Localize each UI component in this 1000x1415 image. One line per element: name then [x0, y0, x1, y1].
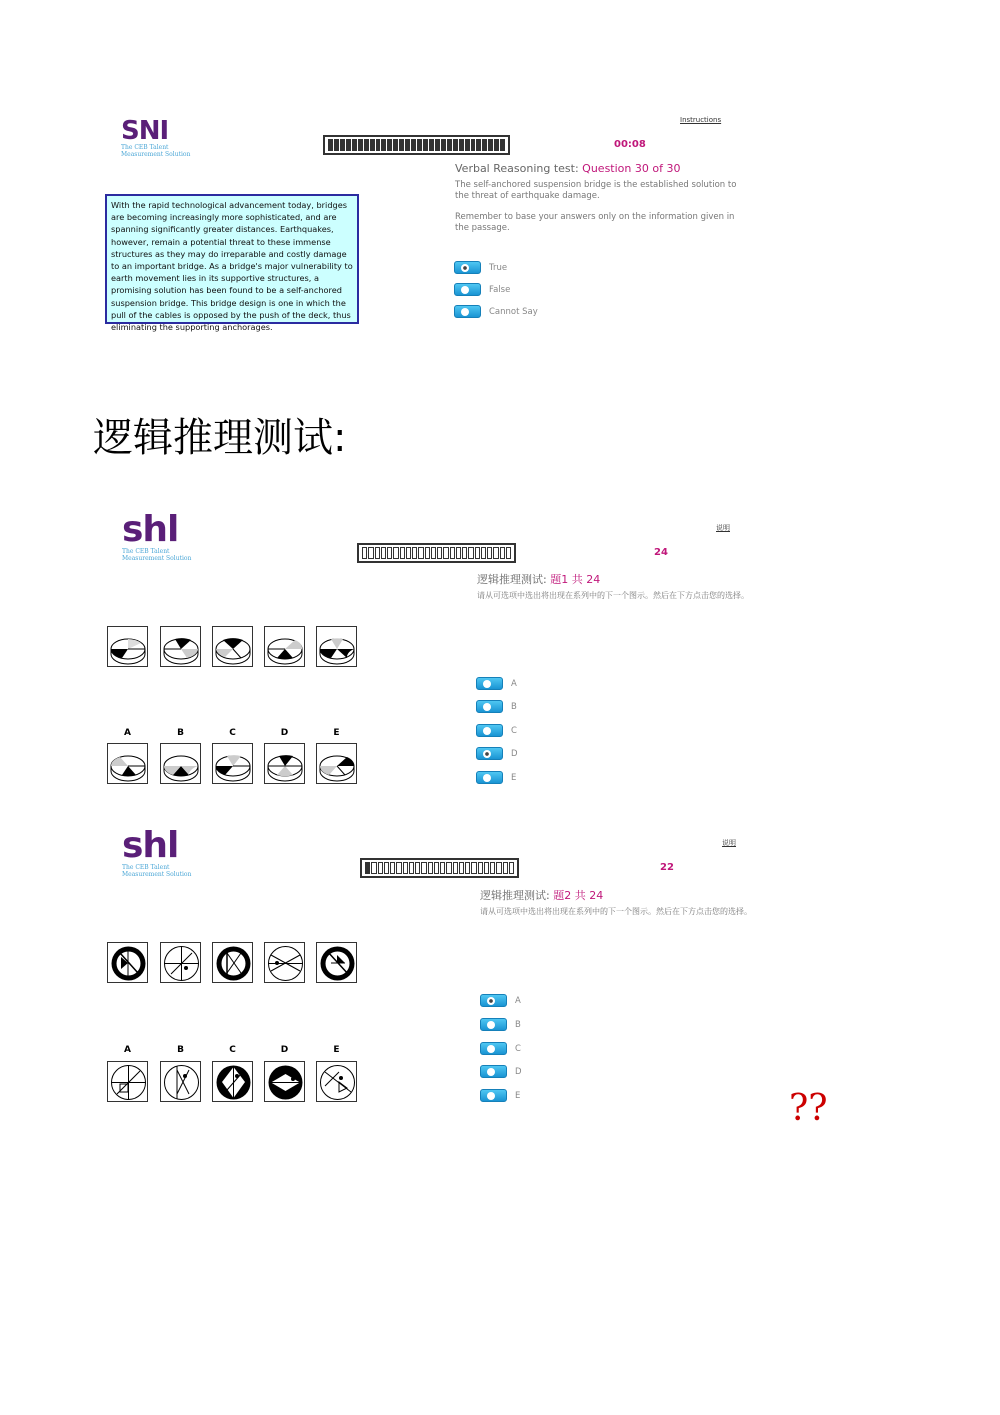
question-title: [455, 162, 680, 175]
answer-figure-c: [212, 743, 253, 784]
progress-segment: [482, 139, 487, 151]
answer-letter-a: A: [124, 728, 131, 738]
progress-segment: [400, 547, 405, 559]
option-label: E: [511, 772, 517, 783]
timer: 24: [654, 547, 668, 558]
instruction-text: 请从可选项中选出将出现在系列中的下一个图示。然后在下方点击您的选择。: [477, 591, 749, 600]
option-a[interactable]: [476, 677, 517, 690]
progress-segment: [431, 547, 436, 559]
answer-figure-e: [316, 743, 357, 784]
series-figure-2: [160, 942, 201, 983]
instruction-text: 请从可选项中选出将出现在系列中的下一个图示。然后在下方点击您的选择。: [480, 907, 752, 916]
radio-button[interactable]: [454, 283, 481, 296]
progress-segment: [375, 547, 380, 559]
progress-segment: [465, 862, 470, 874]
series-figure-4: [264, 626, 305, 667]
progress-segment: [340, 139, 345, 151]
radio-button[interactable]: [454, 261, 481, 274]
radio-button[interactable]: [480, 1065, 507, 1078]
progress-segment: [399, 139, 404, 151]
progress-segment: [409, 862, 414, 874]
radio-button[interactable]: [480, 1042, 507, 1055]
radio-button[interactable]: [476, 700, 503, 713]
progress-segment: [425, 547, 430, 559]
progress-segment: [462, 547, 467, 559]
answer-figure-a: [107, 1061, 148, 1102]
option-e[interactable]: [476, 771, 516, 784]
progress-segment: [411, 139, 416, 151]
shl-logo: [122, 509, 192, 562]
option-label: A: [515, 995, 521, 1006]
progress-segment: [406, 547, 411, 559]
progress-segment: [437, 547, 442, 559]
radio-button[interactable]: [476, 747, 503, 760]
progress-segment: [471, 139, 476, 151]
answer-figure-b: [160, 743, 201, 784]
question-counter: Question 30 of 30: [582, 162, 681, 175]
progress-segment: [365, 862, 370, 874]
answer-figure-d: [264, 743, 305, 784]
progress-segment: [500, 547, 505, 559]
series-figure-3: [212, 942, 253, 983]
test-name: 逻辑推理测试:: [480, 889, 554, 902]
progress-bar: [357, 543, 516, 563]
progress-segment: [381, 547, 386, 559]
progress-segment: [506, 547, 511, 559]
progress-segment: [435, 139, 440, 151]
progress-segment: [387, 139, 392, 151]
logo-subtitle-2: Measurement Solution: [122, 555, 192, 562]
option-label: False: [489, 284, 511, 295]
series-figure-2: [160, 626, 201, 667]
option-true[interactable]: [454, 261, 507, 274]
option-label: E: [515, 1090, 521, 1101]
progress-segment: [509, 862, 514, 874]
reminder-text: Remember to base your answers only on the information given in the passage.: [455, 212, 735, 233]
progress-segment: [484, 862, 489, 874]
radio-button[interactable]: [476, 724, 503, 737]
radio-button[interactable]: [476, 677, 503, 690]
progress-segment: [352, 139, 357, 151]
progress-segment: [393, 547, 398, 559]
option-label: D: [511, 748, 518, 759]
progress-segment: [450, 547, 455, 559]
series-figure-1: [107, 942, 148, 983]
progress-segment: [393, 139, 398, 151]
passage-box: With the rapid technological advancement today, bridges are becoming increasingly more sophisticated, and are spanning significantly greater distances. Earthquakes, however, remain a potential threat to these immense structures as they may do irreparable and costly damage to an important bridge. As a bridge's major vulnerability to earth movement lies in its supportive structures, a promising solution has been found to be a self-anchored suspension bridge. This bridge design is one in which the pull of the cables is opposed by the push of the deck, thus eliminating the supporting anchorages.: [105, 194, 359, 324]
progress-segment: [412, 547, 417, 559]
progress-segment: [490, 862, 495, 874]
progress-segment: [456, 547, 461, 559]
progress-segment: [381, 139, 386, 151]
progress-segment: [368, 547, 373, 559]
option-d[interactable]: [480, 1065, 522, 1078]
answer-letter-d: D: [280, 1045, 289, 1055]
progress-segment: [428, 862, 433, 874]
option-b[interactable]: [476, 700, 517, 713]
radio-button[interactable]: [480, 1018, 507, 1031]
progress-segment: [488, 139, 493, 151]
logo-text: shl: [122, 825, 179, 866]
option-label: True: [489, 262, 508, 273]
question-marks-annotation: ??: [789, 1088, 828, 1129]
progress-segment: [415, 862, 420, 874]
progress-segment: [446, 862, 451, 874]
option-label: C: [511, 725, 517, 736]
answer-letter-e: E: [333, 728, 340, 738]
instructions-link[interactable]: 说明: [722, 839, 736, 847]
progress-segment: [390, 862, 395, 874]
answer-figure-a: [107, 743, 148, 784]
progress-segment: [429, 139, 434, 151]
progress-segment: [468, 547, 473, 559]
option-b[interactable]: [480, 1018, 521, 1031]
answer-letter-b: B: [177, 1045, 184, 1055]
logo-subtitle-1: The CEB Talent: [122, 864, 170, 871]
question-title: [477, 571, 600, 587]
progress-segment: [328, 139, 333, 151]
progress-segment: [465, 139, 470, 151]
radio-button[interactable]: [480, 1089, 507, 1102]
progress-segment: [346, 139, 351, 151]
answer-letter-d: D: [280, 728, 289, 738]
option-e[interactable]: [480, 1089, 520, 1102]
progress-segment: [362, 547, 367, 559]
progress-segment: [376, 139, 381, 151]
progress-bar: [360, 858, 519, 878]
progress-segment: [447, 139, 452, 151]
progress-segment: [494, 139, 499, 151]
progress-segment: [453, 862, 458, 874]
progress-segment: [478, 862, 483, 874]
question-counter: 题2 共 24: [553, 889, 604, 902]
progress-segment: [453, 139, 458, 151]
option-false[interactable]: [454, 283, 510, 296]
progress-segment: [418, 547, 423, 559]
series-figure-1: [107, 626, 148, 667]
option-c[interactable]: [480, 1042, 521, 1055]
logo-text: SNI: [121, 116, 169, 146]
timer: 22: [660, 862, 674, 873]
progress-segment: [387, 547, 392, 559]
statement-text: The self-anchored suspension bridge is the established solution to the threat of earthquake damage.: [455, 180, 737, 201]
test-name: 逻辑推理测试:: [477, 573, 551, 586]
option-label: Cannot Say: [489, 306, 538, 317]
question-title: [480, 887, 603, 903]
test-name: Verbal Reasoning test:: [455, 162, 583, 175]
progress-segment: [440, 862, 445, 874]
progress-segment: [423, 139, 428, 151]
progress-segment: [481, 547, 486, 559]
progress-segment: [421, 862, 426, 874]
progress-segment: [384, 862, 389, 874]
option-label: A: [511, 678, 517, 689]
option-c[interactable]: [476, 724, 517, 737]
progress-segment: [487, 547, 492, 559]
option-cannot-say[interactable]: [454, 305, 538, 318]
progress-segment: [364, 139, 369, 151]
series-figure-4: [264, 942, 305, 983]
progress-segment: [500, 139, 505, 151]
logo-subtitle-1: The CEB Talent: [122, 548, 170, 555]
progress-segment: [471, 862, 476, 874]
shl-logo: [122, 825, 192, 878]
answer-figure-d: [264, 1061, 305, 1102]
verbal-logo: [121, 118, 190, 158]
progress-segment: [378, 862, 383, 874]
answer-figure-c: [212, 1061, 253, 1102]
option-label: D: [515, 1066, 522, 1077]
radio-button[interactable]: [480, 994, 507, 1007]
series-figure-5: [316, 942, 357, 983]
logo-text: shl: [122, 509, 179, 550]
question-counter: 题1 共 24: [550, 573, 601, 586]
option-d[interactable]: [476, 747, 518, 760]
logo-subtitle-2: Measurement Solution: [122, 871, 192, 878]
progress-segment: [475, 547, 480, 559]
progress-segment: [476, 139, 481, 151]
answer-letter-c: C: [229, 728, 236, 738]
option-label: C: [515, 1043, 521, 1054]
progress-segment: [396, 862, 401, 874]
instructions-link[interactable]: 说明: [716, 524, 730, 532]
progress-segment: [417, 139, 422, 151]
progress-segment: [405, 139, 410, 151]
progress-segment: [434, 862, 439, 874]
radio-button[interactable]: [454, 305, 481, 318]
progress-segment: [503, 862, 508, 874]
progress-segment: [334, 139, 339, 151]
logo-subtitle-1: The CEB Talent: [121, 144, 169, 151]
progress-segment: [370, 139, 375, 151]
answer-letter-c: C: [229, 1045, 236, 1055]
answer-figure-e: [316, 1061, 357, 1102]
section-heading: 逻辑推理测试:: [93, 415, 347, 461]
option-label: B: [511, 701, 517, 712]
answer-letter-a: A: [124, 1045, 131, 1055]
timer: 00:08: [614, 139, 646, 150]
answer-letter-e: E: [333, 1045, 340, 1055]
logo-subtitle-2: Measurement Solution: [121, 151, 191, 158]
series-figure-5: [316, 626, 357, 667]
progress-segment: [459, 862, 464, 874]
progress-segment: [358, 139, 363, 151]
option-a[interactable]: [480, 994, 521, 1007]
instructions-link[interactable]: Instructions: [680, 116, 722, 124]
progress-segment: [493, 547, 498, 559]
option-label: B: [515, 1019, 521, 1030]
answer-letter-b: B: [177, 728, 184, 738]
progress-segment: [443, 547, 448, 559]
progress-segment: [441, 139, 446, 151]
progress-segment: [496, 862, 501, 874]
radio-button[interactable]: [476, 771, 503, 784]
series-figure-3: [212, 626, 253, 667]
progress-segment: [371, 862, 376, 874]
progress-segment: [459, 139, 464, 151]
answer-figure-b: [160, 1061, 201, 1102]
progress-bar: [323, 135, 510, 155]
progress-segment: [403, 862, 408, 874]
